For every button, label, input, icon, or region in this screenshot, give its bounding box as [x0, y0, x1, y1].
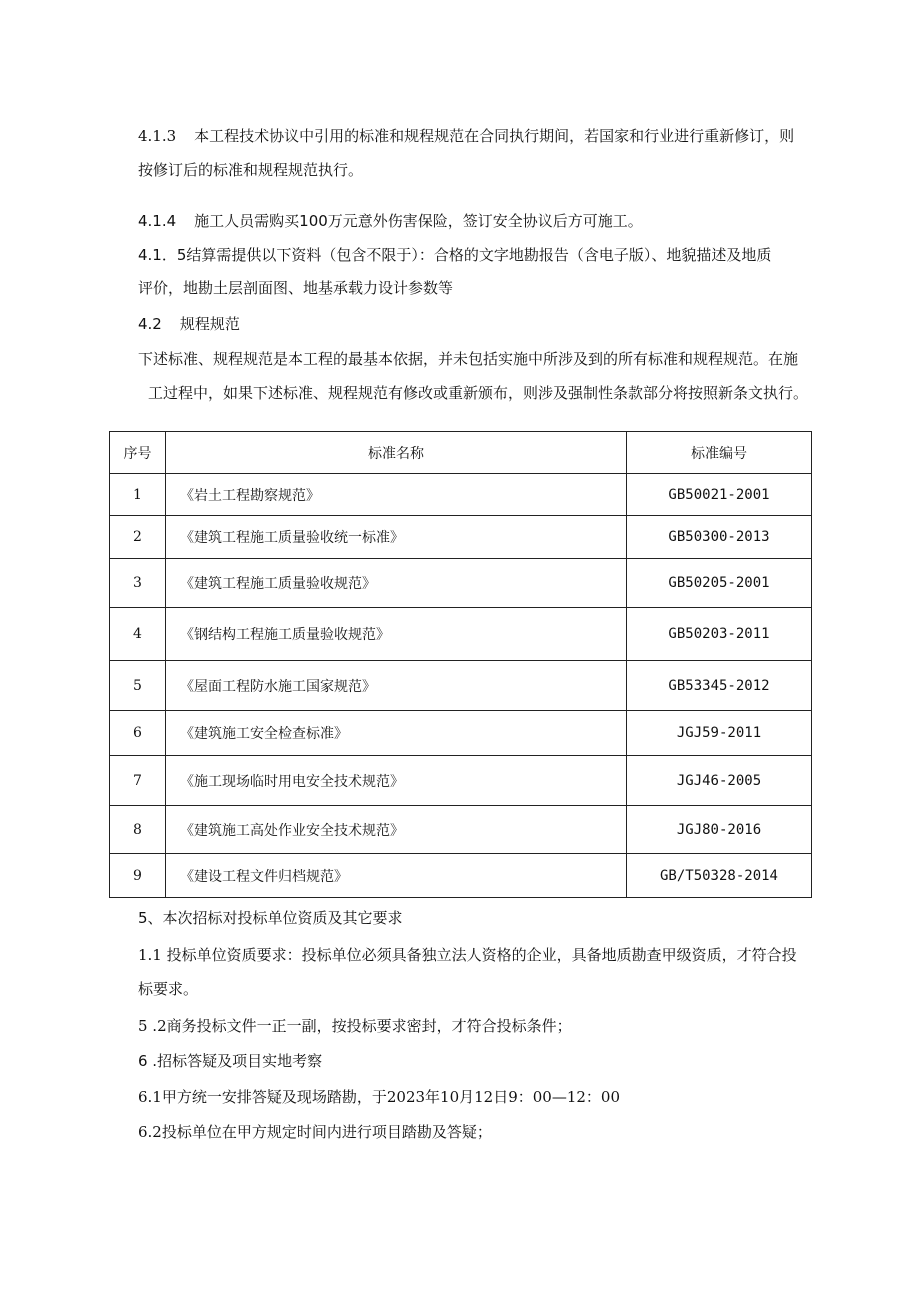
table-row	[110, 661, 812, 711]
paragraph-4-1-5-line2: 评价，地勘土层剖面图、地基承载力设计参数等	[138, 279, 454, 297]
paragraph-text: 本工程技术协议中引用的标准和规程规范在合同执行期间，若国家和行业进行重新修订，则	[194, 127, 795, 145]
paragraph-6-1: 6.1甲方统一安排答疑及现场踏勘，于2023年10月12日9：00—12：00	[138, 1088, 621, 1106]
row-no: 1	[110, 474, 166, 516]
row-code: GB50021-2001	[627, 474, 812, 516]
row-name: 《建设工程文件归档规范》	[166, 854, 627, 898]
paragraph-5-2: 5 .2商务投标文件一正一副，按投标要求密封，才符合投标条件；	[138, 1017, 572, 1035]
row-name: 《建筑施工安全检查标准》	[166, 711, 627, 756]
section-number: 4.1.4	[138, 212, 177, 230]
header-code: 标准编号	[627, 432, 812, 474]
table-row	[110, 474, 812, 516]
row-no: 3	[110, 559, 166, 608]
table-row	[110, 608, 812, 661]
section-number: 4.2	[138, 315, 162, 333]
table-row	[110, 756, 812, 806]
row-no: 5	[110, 661, 166, 711]
row-no: 4	[110, 608, 166, 661]
paragraph-4-1-4	[138, 210, 643, 232]
row-no: 2	[110, 516, 166, 559]
row-name: 《建筑施工高处作业安全技术规范》	[166, 806, 627, 854]
row-code: GB50203-2011	[627, 608, 812, 661]
paragraph-4-1-5-line1: 4.1．5结算需提供以下资料（包含不限于）：合格的文字地勘报告（含电子版）、地貌描述及地质	[138, 246, 772, 264]
row-name: 《岩土工程勘察规范》	[166, 474, 627, 516]
row-name: 《建筑工程施工质量验收统一标准》	[166, 516, 627, 559]
section-number: 4.1.3	[138, 127, 177, 145]
paragraph-5-1-line2: 标要求。	[138, 980, 199, 998]
row-name: 《施工现场临时用电安全技术规范》	[166, 756, 627, 806]
row-no: 7	[110, 756, 166, 806]
paragraph-text: 施工人员需购买100万元意外伤害保险，签订安全协议后方可施工。	[194, 212, 643, 230]
row-no: 8	[110, 806, 166, 854]
paragraph-4-1-3-line2: 按修订后的标准和规程规范执行。	[138, 161, 364, 179]
row-no: 6	[110, 711, 166, 756]
table-row	[110, 516, 812, 559]
section-title: 规程规范	[179, 315, 240, 333]
paragraph-4-2-line2: 工过程中，如果下述标准、规程规范有修改或重新颁布，则涉及强制性条款部分将按照新条文执行。	[148, 384, 809, 402]
row-code: JGJ80-2016	[627, 806, 812, 854]
paragraph-6-2: 6.2投标单位在甲方规定时间内进行项目踏勘及答疑；	[138, 1123, 492, 1141]
row-code: JGJ59-2011	[627, 711, 812, 756]
row-name: 《建筑工程施工质量验收规范》	[166, 559, 627, 608]
paragraph-5-1-line1: 1.1 投标单位资质要求：投标单位必须具备独立法人资格的企业，具备地质勘查甲级资质，才符合投	[138, 946, 797, 964]
row-no: 9	[110, 854, 166, 898]
section-6-heading: 6 .招标答疑及项目实地考察	[138, 1052, 323, 1070]
section-5-heading: 5、本次招标对投标单位资质及其它要求	[138, 909, 403, 927]
table-row	[110, 711, 812, 756]
row-name: 《钢结构工程施工质量验收规范》	[166, 608, 627, 661]
header-name: 标准名称	[166, 432, 627, 474]
table-row	[110, 806, 812, 854]
table-header-row	[110, 432, 812, 474]
table-row	[110, 854, 812, 898]
section-4-2-heading	[138, 313, 240, 335]
row-code: GB50300-2013	[627, 516, 812, 559]
row-code: GB/T50328-2014	[627, 854, 812, 898]
table-row	[110, 559, 812, 608]
standards-table	[109, 431, 812, 898]
header-no: 序号	[110, 432, 166, 474]
row-code: GB53345-2012	[627, 661, 812, 711]
row-name: 《屋面工程防水施工国家规范》	[166, 661, 627, 711]
row-code: JGJ46-2005	[627, 756, 812, 806]
row-code: GB50205-2001	[627, 559, 812, 608]
paragraph-4-2-line1: 下述标准、规程规范是本工程的最基本依据，并未包括实施中所涉及到的所有标准和规程规范。在施	[138, 350, 799, 368]
paragraph-4-1-3-line1	[138, 125, 794, 147]
